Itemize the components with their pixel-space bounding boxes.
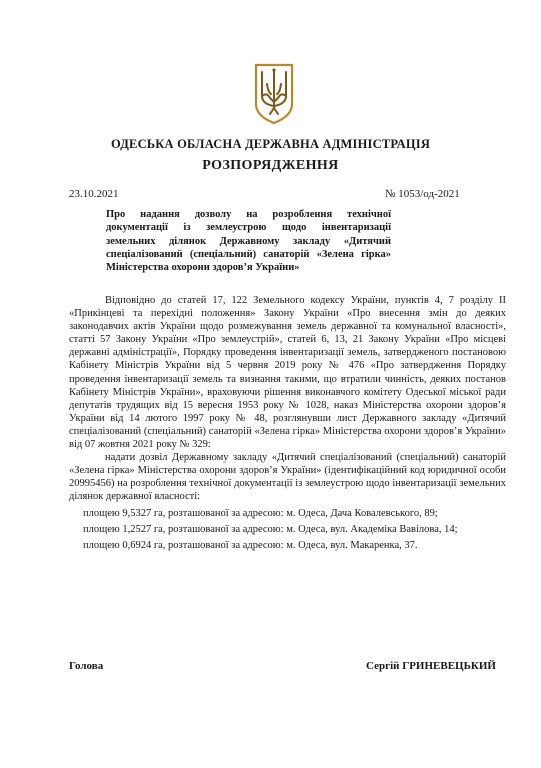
document-number: № 1053/од-2021 xyxy=(385,188,460,200)
organization-name: ОДЕСЬКА ОБЛАСНА ДЕРЖАВНА АДМІНІСТРАЦІЯ xyxy=(110,137,431,151)
land-plot-item: площею 0,6924 га, розташованої за адресою: м. Одеса, вул. Макаренка, 37. xyxy=(83,539,418,551)
decision-paragraph: надати дозвіл Державному закладу «Дитячий спеціалізований (спеціальний) санаторій «Зелена гірка» Міністерства охорони здоров’я України» (ідентифікаційний код юридичної особи 20995456) на розроблення технічної документації із землеустрою щодо інвентаризації земельних ділянок державної власності: xyxy=(69,452,506,503)
signatory-position: Голова xyxy=(69,660,104,672)
land-plot-item: площею 1,2527 га, розташованої за адресою: м. Одеса, вул. Академіка Вавілова, 14; xyxy=(83,523,458,535)
signatory-name: Сергій ГРИНЕВЕЦЬКИЙ xyxy=(366,660,496,672)
document-date: 23.10.2021 xyxy=(69,188,119,200)
document-body xyxy=(69,294,506,555)
document-subject: Про надання дозволу на розроблення технічної документації із землеустрою щодо інвентаризації земельних ділянок Державному закладу «Дитячий спеціалізований (спеціальний) санаторій «Зелена гірка» Міністерства охорони здоров’я України» xyxy=(106,209,391,274)
document-type: РОЗПОРЯДЖЕННЯ xyxy=(202,158,339,173)
land-plot-item: площею 9,5327 га, розташованої за адресою: м. Одеса, Дача Ковалевського, 89; xyxy=(83,507,438,519)
preamble-paragraph: Відповідно до статей 17, 122 Земельного кодексу України, пунктів 4, 7 розділу ІІ «Прикінцеві та перехідні положення» Закону України «Про внесення змін до деяких законодавчих актів України щодо розмежування земель державної та комунальної власності», статті 57 Закону України «Про землеустрій», статей 6, 13, 21 Закону України «Про місцеві державні адміністрації», Порядку проведення інвентаризації земель, затвердженого постановою Кабінету Міністрів України від 5 червня 2019 року № 476 «Про затвердження Порядку проведення інвентаризації земель та визнання такими, що втратили чинність, деяких постанов Кабінету Міністрів України», враховуючи рішення виконавчого комітету Одеської міської ради депутатів трудящих від 15 вересня 1953 року № 1028, наказ Міністерства охорони здоров’я України від 14 лютого 1997 року № 48, розглянувши лист Державного закладу «Дитячий спеціалізований (спеціальний) санаторій «Зелена гірка» Міністерства охорони здоров’я України» від 07 жовтня 2021 року № 329: xyxy=(69,295,506,451)
trident-emblem-icon xyxy=(253,62,295,126)
